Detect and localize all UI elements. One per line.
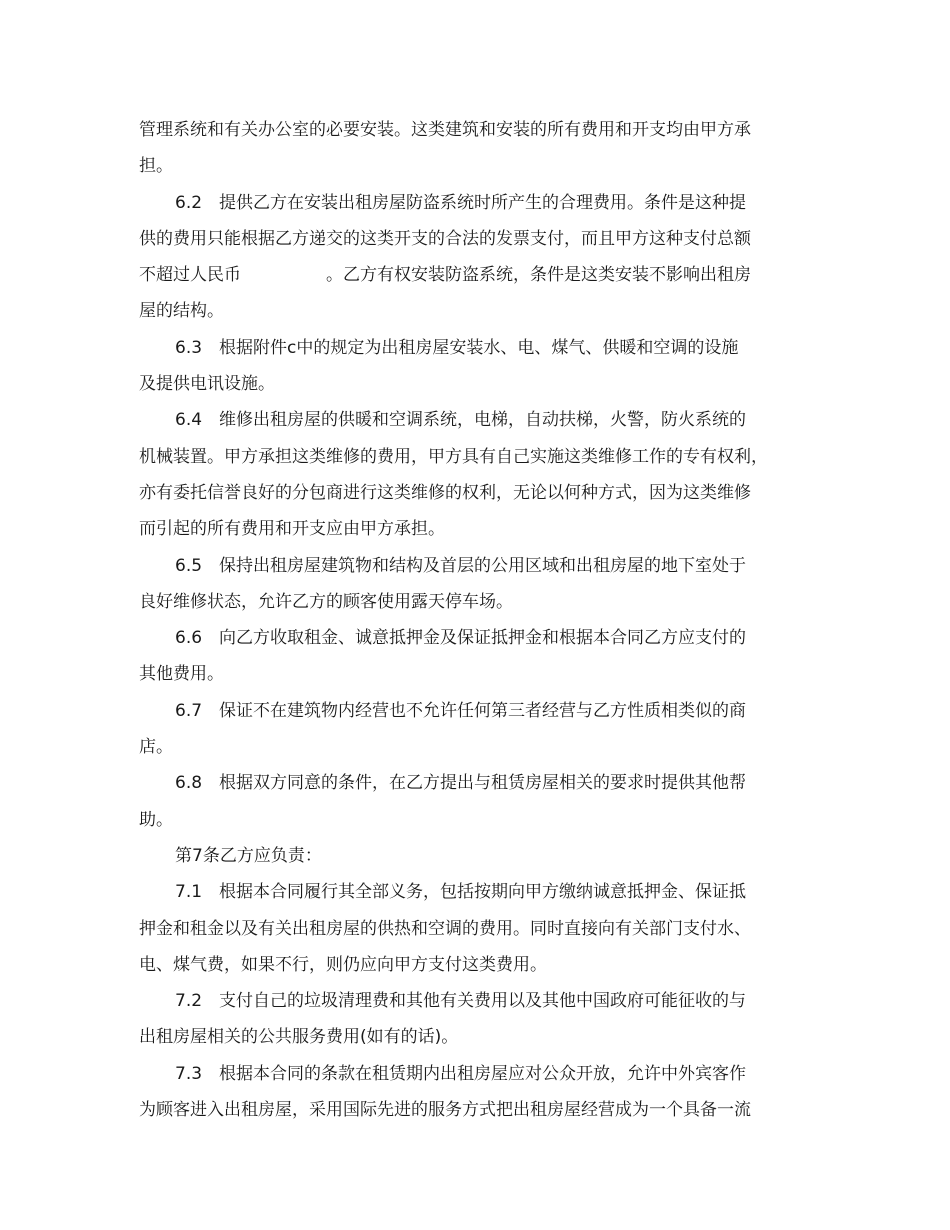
text-line: 6.2 提供乙方在安装出租房屋防盗系统时所产生的合理费用。条件是这种提: [175, 192, 747, 213]
text-line: 7.3 根据本合同的条款在租赁期内出租房屋应对公众开放，允许中外宾客作: [175, 1063, 747, 1084]
text-line: 6.6 向乙方收取租金、诚意抵押金及保证抵押金和根据本合同乙方应支付的: [175, 628, 747, 649]
text-line: 屋的结构。: [139, 301, 224, 322]
text-line: 担。: [139, 156, 173, 177]
text-line: 6.7 保证不在建筑物内经营也不允许任何第三者经营与乙方性质相类似的商: [175, 700, 747, 721]
text-line: 亦有委托信誉良好的分包商进行这类维修的权利，无论以何种方式，因为这类维修: [139, 482, 751, 503]
text-line: 6.8 根据双方同意的条件，在乙方提出与租赁房屋相关的要求时提供其他帮: [175, 773, 747, 794]
text-line: 押金和租金以及有关出租房屋的供热和空调的费用。同时直接向有关部门支付水、: [139, 918, 751, 939]
text-line: 不超过人民币 。乙方有权安装防盗系统，条件是这类安装不影响出租房: [139, 265, 751, 286]
section-heading: 第7条乙方应负责：: [175, 845, 322, 866]
text-line: 7.1 根据本合同履行其全部义务，包括按期向甲方缴纳诚意抵押金、保证抵: [175, 882, 747, 903]
text-line: 管理系统和有关办公室的必要安装。这类建筑和安装的所有费用和开支均由甲方承: [139, 120, 751, 140]
text-line: 6.3 根据附件c中的规定为出租房屋安装水、电、煤气、供暖和空调的设施: [175, 337, 739, 358]
text-line: 及提供电讯设施。: [139, 374, 275, 395]
text-line: 6.5 保持出租房屋建筑物和结构及首层的公用区域和出租房屋的地下室处于: [175, 555, 747, 576]
text-line: 电、煤气费，如果不行，则仍应向甲方支付这类费用。: [139, 954, 547, 975]
document-body: [139, 112, 819, 1128]
text-line: 而引起的所有费用和开支应由甲方承担。: [139, 519, 445, 540]
text-line: 为顾客进入出租房屋，采用国际先进的服务方式把出租房屋经营成为一个具备一流: [139, 1100, 751, 1121]
text-line: 供的费用只能根据乙方递交的这类开支的合法的发票支付，而且甲方这种支付总额: [139, 228, 751, 249]
text-line: 6.4 维修出租房屋的供暖和空调系统，电梯，自动扶梯，火警，防火系统的: [175, 410, 747, 431]
text-line: 机械装置。甲方承担这类维修的费用，甲方具有自己实施这类维修工作的专有权利，: [139, 446, 768, 467]
text-line: 店。: [139, 737, 173, 758]
text-line: 助。: [139, 809, 173, 830]
text-line: 其他费用。: [139, 664, 224, 685]
text-line: 良好维修状态，允许乙方的顾客使用露天停车场。: [139, 591, 513, 612]
text-line: 7.2 支付自己的垃圾清理费和其他有关费用以及其他中国政府可能征收的与: [175, 991, 747, 1012]
text-line: 出租房屋相关的公共服务费用(如有的话)。: [139, 1027, 459, 1048]
